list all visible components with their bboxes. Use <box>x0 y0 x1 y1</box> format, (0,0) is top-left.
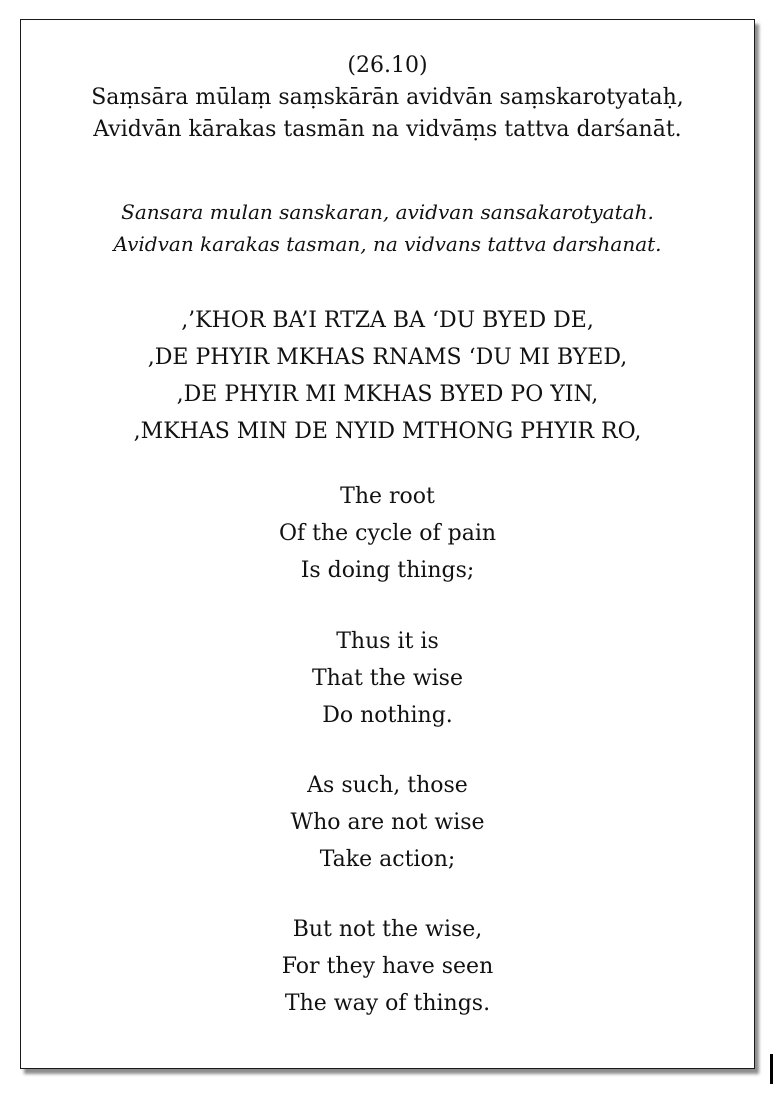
english-line: Of the cycle of pain <box>278 521 497 546</box>
transliteration-verse <box>21 196 754 260</box>
text-cursor <box>770 1054 773 1084</box>
tibetan-line-1: ,’KHOR BA’I RTZA BA ‘DU BYED DE, <box>181 308 594 333</box>
english-line: Take action; <box>319 847 456 872</box>
tibetan-line-3: ,DE PHYIR MI MKHAS BYED PO YIN, <box>176 382 599 407</box>
english-stanza-1 <box>21 478 754 589</box>
english-line: But not the wise, <box>292 917 483 942</box>
english-line: Who are not wise <box>290 810 485 835</box>
tibetan-line-4: ,MKHAS MIN DE NYID MTHONG PHYIR RO, <box>133 419 642 444</box>
english-line: The way of things. <box>284 991 491 1016</box>
english-line: As such, those <box>307 773 468 798</box>
english-line: Is doing things; <box>300 558 475 583</box>
english-line: The root <box>340 484 435 509</box>
english-line: For they have seen <box>281 954 494 979</box>
transliteration-line-2: Avidvan karakas tasman, na vidvans tattva darshanat. <box>113 232 662 256</box>
sanskrit-verse <box>21 50 754 146</box>
sanskrit-line-1: Saṃsāra mūlaṃ saṃskārān avidvān saṃskarotyataḥ, <box>91 85 684 110</box>
english-line: Do nothing. <box>322 703 453 728</box>
transliteration-line-1: Sansara mulan sanskaran, avidvan sansakarotyatah. <box>121 200 654 224</box>
english-line: That the wise <box>312 666 463 691</box>
tibetan-verse <box>21 302 754 450</box>
sanskrit-line-2: Avidvān kārakas tasmān na vidvāṃs tattva darśanāt. <box>93 117 682 142</box>
document-page <box>20 19 755 1069</box>
tibetan-line-2: ,DE PHYIR MKHAS RNAMS ‘DU MI BYED, <box>147 345 628 370</box>
english-stanza-4 <box>21 911 754 1022</box>
verse-number: (26.10) <box>347 53 428 78</box>
english-stanza-3 <box>21 767 754 878</box>
english-stanza-2 <box>21 623 754 734</box>
english-line: Thus it is <box>336 629 439 654</box>
